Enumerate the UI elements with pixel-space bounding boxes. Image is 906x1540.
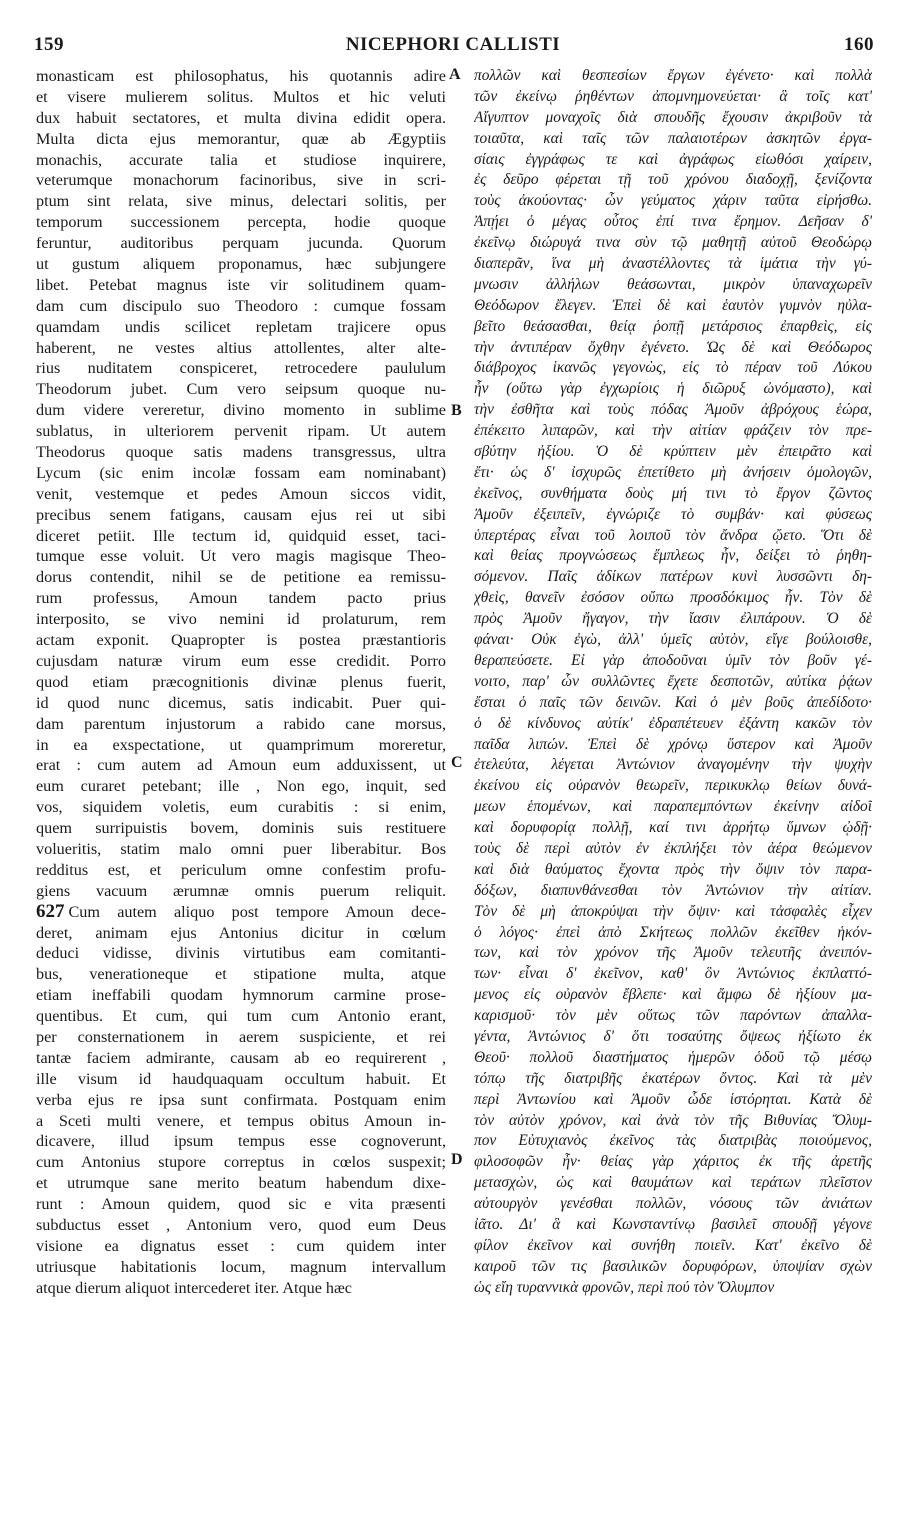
greek-text-line: τὸν αὐτὸν χρόνον, καὶ ἀνὰ τὸν τῆς Βιθυνίας Ὄλυμ- xyxy=(474,1111,872,1129)
latin-text-line: erat : cum autem ad Amoun eum adduxissent, ut xyxy=(36,756,446,775)
latin-text-line: dorus contendit, nihil se de petitione ea remissu- xyxy=(36,568,446,587)
latin-text-line: atque dierum aliquot intercederet iter. Atque hæc xyxy=(36,1278,352,1297)
latin-text-line: interposito, se vivo nemini id prolaturum, rem xyxy=(36,610,446,629)
latin-text-line: ille visum id haudquaquam occultum habuit. Et xyxy=(36,1069,446,1088)
latin-text-line: quem surripuistis bovem, dominis suis restituere xyxy=(36,819,446,838)
running-title: NICEPHORI CALLISTI xyxy=(345,34,561,55)
greek-text-line: Αἴγυπτον μοναχοῖς διὰ σπουδῆς ἔχουσιν ἀκριβοῦν τὰ xyxy=(474,108,872,126)
latin-text-line: rum professus, Amoun tandem pacto prius xyxy=(36,589,446,608)
latin-text-line: volueritis, statim malo omni puer liberabitur. Bos xyxy=(36,839,446,858)
latin-text-line: a Sceti multi venere, et tempus obitus Amoun in- xyxy=(36,1111,446,1130)
latin-text-line: et utrumque sane merito beatum habendum dixe- xyxy=(36,1174,446,1193)
latin-text-line: utriusque habitationis locum, magnum intervallum xyxy=(36,1257,446,1276)
greek-text-line: ὁ λόγος· ἐπεὶ ἀπὸ Σκήτεως πολλῶν ἐκεῖθεν ἡκόν- xyxy=(474,923,872,941)
greek-text-line: τῶν ἐκείνῳ ῥηθέντων ἀπομνημονεύεται· ἃ τοῖς κατ' xyxy=(474,87,872,105)
margin-letter-d: D xyxy=(451,1151,463,1168)
greek-text-line: Ἀμοῦν ἐξειπεῖν, ἐγνώριζε τὸ συμβάν· καὶ φύσεως xyxy=(474,505,872,523)
latin-text-line: redditus est, et periculum omne confestim profu- xyxy=(36,860,446,879)
margin-letter-a: A xyxy=(449,66,461,83)
greek-text-line: βεῖτο θεάσασθαι, θείᾳ ῥοπῇ μετάρσιος ἐπαρθεὶς, εἰς xyxy=(474,317,872,335)
latin-text-line: haberent, ne vestes altius attollentes, alter alte- xyxy=(36,338,446,357)
greek-text-line: μενος εἰς οὐρανὸν ἔβλεπε· καὶ ἄμφω δὲ ἠξίουν μα- xyxy=(474,986,872,1004)
greek-text-line: ἐκεῖνος, συνθήματα δοὺς μή τινι τὸ ἔργον ζῶντος xyxy=(474,484,872,502)
latin-column xyxy=(36,66,446,1506)
latin-text-line: deduci vidisse, divinis virtutibus eam comitanti- xyxy=(36,944,446,963)
chapter-number: 627 xyxy=(36,901,65,922)
greek-text-line: φάναι· Οὐκ ἐγὼ, ἀλλ' ὑμεῖς αὐτὸν, εἴγε βούλοισθε, xyxy=(474,631,872,649)
greek-text-line: μετασχὼν, ὡς καὶ θαυμάτων καὶ τεράτων πλεῖστον xyxy=(474,1174,872,1192)
greek-text-line: καὶ δορυφορίᾳ πολλῇ, καί τινι ἀρρήτῳ ὕμνων ᾠδῇ· xyxy=(474,819,872,837)
greek-text-line: πον Εὐτυχιανὸς ἐκεῖνος τὰς διατριβὰς ποιούμενος, xyxy=(474,1132,872,1150)
latin-text-line: actam exponit. Quapropter is postea præstantioris xyxy=(36,631,446,650)
latin-text-line: monachis, accurate talia et studiose inquirere, xyxy=(36,150,446,169)
latin-text-line: quod etiam præcognitionis divinæ plenus fuerit, xyxy=(36,672,446,691)
right-page-number: 160 xyxy=(844,34,874,55)
latin-text-line: dum videre vereretur, divino momento in sublime xyxy=(36,401,446,420)
greek-text-line: τὴν ἀντιπέραν ὄχθην ἐγένετο. Ὡς δὲ καὶ Θεόδωρος xyxy=(474,338,872,356)
latin-text-line: eum curaret petebant; ille , Non ego, inquit, sed xyxy=(36,777,446,796)
latin-text-line: cum Antonius stupore correptus in cœlos suspexit; xyxy=(36,1153,446,1172)
greek-text-line: ἐτελεύτα, λέγεται Ἀντώνιον ἀναγομένην τὴν ψυχὴν xyxy=(474,756,872,774)
greek-text-line: φιλοσοφῶν ἦν· θείας γὰρ χάριτος ἐκ τῆς ἀρετῆς xyxy=(474,1153,872,1171)
latin-text-line: Multa dicta ejus memorantur, quæ ab Ægyptiis xyxy=(36,129,446,148)
latin-text-line: verba ejus re ipsa sunt confirmata. Postquam enim xyxy=(36,1090,446,1109)
greek-text-line: γέντα, Ἀντώνιος δ' ὅτι τοσαύτης ὄψεως ἠξίωτο ἐκ xyxy=(474,1027,872,1045)
latin-text-line: runt : Amoun quidem, quod sic e vita præsenti xyxy=(36,1195,446,1214)
greek-text-line: πρὸς Ἀμοῦν ἤγαγον, τὴν ἴασιν ἐλιπάρουν. Ὁ δὲ xyxy=(474,610,872,628)
greek-text-line: των· εἶναι δ' ἐκεῖνον, καθ' ὃν Ἀντώνιος ἐκπλαττό- xyxy=(474,965,872,983)
latin-text-line: etiam ineffabili quodam hymnorum carmine prose- xyxy=(36,986,446,1005)
latin-text-line: in ea exspectatione, ut quamprimum moreretur, xyxy=(36,735,446,754)
greek-text-line: Θεόδωρον ἔλεγεν. Ἐπεὶ δὲ καὶ ἑαυτὸν γυμνὸν ηὐλα- xyxy=(474,296,872,314)
greek-text-line: παῖδα λιπών. Ἐπεὶ δὲ χρόνῳ ὕστερον καὶ Ἀμοῦν xyxy=(474,735,872,753)
left-page-number: 159 xyxy=(34,34,64,55)
latin-text-line: dicavere, illud ipsum tempus esse cognoverunt, xyxy=(36,1132,446,1151)
greek-text-line: θεραπεύσετε. Εἰ γὰρ ἀποδοῦναι ὑμῖν τὸν βοῦν γέ- xyxy=(474,651,872,669)
latin-text-line: venit, vestemque et pedes Amoun siccos vidit, xyxy=(36,484,446,503)
greek-text-line: τοιαῦτα, καὶ ταῖς τῶν παλαιοτέρων ἀσκητῶν ἐργα- xyxy=(474,129,872,147)
latin-text-line: dam parentum injustorum a rabido cane morsus, xyxy=(36,714,446,733)
greek-text-line: ἐς δεῦρο φέρεται τῇ τοῦ χρόνου διαδοχῇ, ξενίζοντα xyxy=(474,171,872,189)
greek-text-line: δόξων, διαπυνθάνεσθαι τὸν Ἀντώνιον τὴν αἰτίαν. xyxy=(474,881,872,899)
greek-text-line: σίαις ἐγγράφως τε καὶ ἀγράφως εἰωθόσι χαίρειν, xyxy=(474,150,872,168)
latin-text-line: Lycum (sic enim incolæ fossam eam nominabant) xyxy=(36,463,446,482)
greek-text-line: Ἀπῄει ὁ μέγας οὗτος ἐπί τινα ἔρημον. Δεῆσαν δ' xyxy=(474,213,872,231)
latin-text-line: veterumque monachorum facinoribus, sive in scri- xyxy=(36,171,446,190)
line-text: Cum autem aliquo post tempore Amoun dece- xyxy=(68,902,446,921)
greek-text-line: ἔσται ὁ παῖς τῶν δεινῶν. Καὶ ὁ μὲν βοῦς ἀπεδίδοτο· xyxy=(474,693,872,711)
latin-text-line: temporum successionem percepta, hodie quoque xyxy=(36,213,446,232)
greek-text-line: τοὺς δὲ περὶ αὐτὸν ἐν ἐκπλήξει τὸν ἀέρα θεώμενον xyxy=(474,839,872,857)
latin-text-line: giens vacuum ærumnæ omnis puerum reliquit. xyxy=(36,881,446,900)
greek-text-line: μεων ἑπομένων, καὶ παραπεμπόντων ἐκείνην αἰδοῖ xyxy=(474,798,872,816)
greek-text-line: ὁ δὲ κίνδυνος αὐτίκ' ἐδραπέτευεν ἐξάντη κακῶν τὸν xyxy=(474,714,872,732)
latin-text-line: subductus esset , Antonium vero, quod eum Deus xyxy=(36,1215,446,1234)
latin-text-line: dam cum discipulo suo Theodoro : cumque fossam xyxy=(36,296,446,315)
latin-text-line: dux habuit sectatores, et multa divina edidit opera. xyxy=(36,108,446,127)
greek-text-line: ἐκεῖνῳ διώρυγά τινα σὺν τῷ μαθητῇ αὐτοῦ Θεοδώρῳ xyxy=(474,234,872,252)
latin-text-line: Theodorus quoque satis madens transgressus, ultra xyxy=(36,443,446,462)
greek-text-line: ὡς εἴη τυραννικὰ φρονῶν, περὶ πού τὸν Ὄλυμπον xyxy=(474,1278,775,1296)
greek-column xyxy=(474,66,872,1506)
greek-text-line: Τὸν δὲ μὴ ἀποκρύψαι τὴν ὄψιν· καὶ τἀσφαλὲς εἶχεν xyxy=(474,902,872,920)
greek-text-line: περὶ Ἀντωνίου καὶ Ἀμοῦν ὧδε ἱστόρηται. Κατὰ δὲ xyxy=(474,1090,872,1108)
greek-text-line: τὴν ἐσθῆτα καὶ τοὺς πόδας Ἀμοῦν ἀβρόχους ἑώρα, xyxy=(474,401,872,419)
latin-text-line: rius nuditatem conspiceret, retrocedere paululum xyxy=(36,359,446,378)
greek-text-line: αὐτουργὸν γενέσθαι πολλῶν, νόσους τῶν ἀνιάτων xyxy=(474,1195,872,1213)
greek-text-line: ἦν (οὕτω γὰρ ἐγχωρίοις ἡ διῶρυξ ὠνόμαστο), καὶ xyxy=(474,380,872,398)
greek-text-line: πολλῶν καὶ θεσπεσίων ἔργων ἐγένετο· καὶ πολλὰ xyxy=(474,67,872,84)
latin-text-line: tumque esse voluit. Ut vero magis magisque Theo- xyxy=(36,547,446,566)
greek-text-line: ἔτι· ὡς δ' ἰσχυρῶς ἐπετίθετο μὴ ἀνήσειν ὁμολογῶν, xyxy=(474,463,872,481)
latin-text-line: quentibus. Et cum, qui tum cum Antonio erant, xyxy=(36,1007,446,1026)
latin-text-line: bus, venerationeque et stipatione multa, atque xyxy=(36,965,446,984)
greek-text-line: ἐκείνου εἰς οὐρανὸν θεωρεῖν, περικυκλῳ θείων δυνά- xyxy=(474,777,872,795)
latin-text-line: id quod nunc dicemus, satis indicabit. Puer qui- xyxy=(36,693,446,712)
latin-text-line: precibus senem fatigans, causam ejus rei ut sibi xyxy=(36,505,446,524)
greek-text-line: μνωσιν ἀλλήλων θεάσωνται, μικρὸν ὑπαναχωρεῖν xyxy=(474,275,872,293)
greek-text-line: καὶ διὰ θαύματος ἔχοντα πρὸς τὴν ὄψιν τὸν παρα- xyxy=(474,860,872,878)
greek-text-line: καὶ θείας προγνώσεως ἔμπλεως ἦν, δείξει τὸ ῥηθη- xyxy=(474,547,872,565)
greek-text-line: των, καὶ τὸν χρόνον τῆς Ἀμοῦν τελευτῆς ἀνειπόν- xyxy=(474,944,872,962)
latin-text-line: tantæ faciem admirante, causam ab eo requirerent , xyxy=(36,1048,446,1067)
latin-text-line: ptum sint relata, sive minus, delectari solitis, per xyxy=(36,192,446,211)
latin-text-line: cujusdam naturæ virum eum esse credidit. Porro xyxy=(36,651,446,670)
greek-text-line: φίλον ἐκεῖνον καὶ συνήθη ποιεῖν. Κατ' ἐκεῖνο δὲ xyxy=(474,1236,872,1254)
greek-text-line: τόπῳ τῆς διατριβῆς ἑκατέρων ὄντος. Καὶ τὰ μὲν xyxy=(474,1069,872,1087)
latin-text-line: vos, siquidem voletis, eum curabitis : si enim, xyxy=(36,798,446,817)
greek-text-line: διαπερᾶν, ἵνα μὴ ἀναστέλλοντες τὰ ἱμάτια τὴν γύ- xyxy=(474,255,872,273)
latin-text-line: libet. Petebat magnus iste vir solitudinem quam- xyxy=(36,275,446,294)
greek-text-line: σόμενον. Παῖς ἀδίκων πατέρων κυνὶ λυσσῶντι δη- xyxy=(474,568,872,586)
latin-text-line: feruntur, auditoribus perquam jucunda. Quorum xyxy=(36,234,446,253)
margin-letter-b: B xyxy=(451,402,462,419)
greek-text-line: διάβροχος ἱκανῶς γεγονὼς, εἰς τὸ πέραν τοῦ Λύκου xyxy=(474,359,872,377)
greek-text-line: καιροῦ τῶν τις βασιλικῶν δορυφόρων, ὑποψίαν σχὼν xyxy=(474,1257,872,1275)
greek-text-line: Θεοῦ· πολλοῦ διαστήματος ἡμερῶν ὁδοῦ τῷ μέσῳ xyxy=(474,1048,872,1066)
greek-text-line: σβύτην ἠξίου. Ὁ δὲ κρύπτειν μὲν ἐπειρᾶτο καὶ xyxy=(474,443,872,461)
latin-text-line: deret, animam ejus Antonius dicitur in cœlum xyxy=(36,923,446,942)
latin-text-line: visione ea dignatus esset : cum quidem inter xyxy=(36,1236,446,1255)
latin-text-line xyxy=(36,902,446,923)
latin-text-line: per consternationem in aerem suspiciente, et rei xyxy=(36,1027,446,1046)
greek-text-line: χθεὶς, θανεῖν ἐσόσον οὔπω προσδόκιμος ἦν. Τὸν δὲ xyxy=(474,589,872,607)
latin-text-line: ut gustum aliquem proponamus, hæc subjungere xyxy=(36,255,446,274)
margin-letter-c: C xyxy=(451,754,463,771)
greek-text-line: ἰᾶτο. Δι' ἃ καὶ Κωνσταντίνῳ βασιλεῖ σπουδῇ γέγονε xyxy=(474,1215,872,1233)
greek-text-line: ἐπέκειτο λιπαρῶν, καὶ τὴν αἰτίαν φράζειν τὸν πρε- xyxy=(474,422,872,440)
latin-text-line: diceret petiit. Ille tectum id, quidquid esset, taci- xyxy=(36,526,446,545)
greek-text-line: τοὺς ἀκούοντας· ὧν γεύματος χάριν ταῦτα εἰρήσθω. xyxy=(474,192,872,210)
greek-text-line: καρισμοῦ· τὸν μὲν οὕτως τῶν παρόντων ἀπαλλα- xyxy=(474,1007,872,1025)
greek-text-line: νοιτο, παρ' ὧν συλλῶντες ἔχετε δεσποτῶν, αὐτίκα ῥᾴων xyxy=(474,672,872,690)
latin-text-line: sublatus, in ulteriorem pervenit ripam. Ut autem xyxy=(36,422,446,441)
latin-text-line: Theodorum jubet. Cum vero seipsum quoque nu- xyxy=(36,380,446,399)
greek-text-line: ὑπερτέρας εἶναι τοῦ λοιποῦ τὸν ἄνδρα ᾤετο. Ὅτι δὲ xyxy=(474,526,872,544)
latin-text-line: monasticam est philosophatus, his quotannis adire xyxy=(36,67,446,85)
latin-text-line: quamdam undis scilicet repletam trajicere opus xyxy=(36,317,446,336)
latin-text-line: et visere mulierem solitus. Multos et hic veluti xyxy=(36,87,446,106)
